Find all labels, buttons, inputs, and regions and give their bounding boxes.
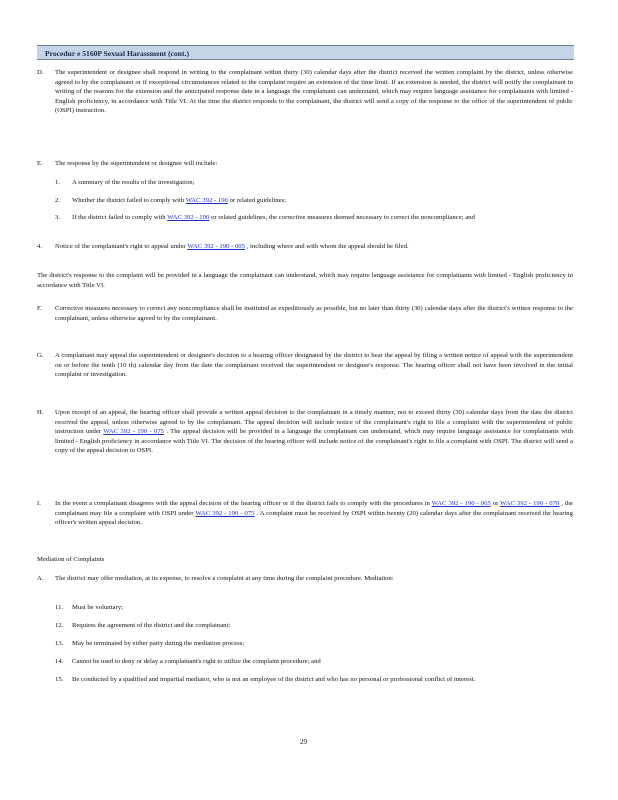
wac-link[interactable]: WAC 392 - 190 [185,197,228,204]
paragraph-i: In the event a complainant disagrees with the appeal decision of the hearing officer or if the district fails to comply with the procedures in WAC 392 - 190 - 065 or WAC 392 - 190 - 070 , the complainant may file a complaint with OSPI under WAC 392 - 190 - 075 . A complaint must be received by OSPI within twenty (20) calendar days after the complainant received the hearing officer's written appeal decision. [55,500,573,527]
paragraph-e: The response by the superintendent or designee will include: [55,160,218,167]
list-number: 2. [55,197,61,204]
item-label-d: D. [37,69,44,76]
list-number: 13. [55,640,64,647]
response-language-note: The district's response to the complaint will be provided in a language the complainant can understand, which may require language assistance for complainants with limited - English proficiency in accordance with Title VI. [37,272,573,289]
list-number: 14. [55,658,64,665]
item-label-f: F. [37,305,42,312]
list-number: 1. [55,179,61,186]
paragraph-d: The superintendent or designee shall respond in writing to the complainant within thirty (30) calendar days after the district received the written complaint by the district, unless otherwise agreed to by the complainant or if exceptional circumstances related to the complaint require an extension of the time limit. If an extension is needed, the district will notify the complainant in writing of the reasons for the extension and the anticipated response date in a language the complainant can understand, which may require language assistance for complainants with limited - English proficiency, in accordance with Title VI. At the time the district responds to the complainant, the district will send a copy of the response to the office of the superintendent of public (OSPI) instruction. [55,69,573,115]
paragraph-mediation-a: The district may offer mediation, at its expense, to resolve a complaint at any time during the complaint procedure. Mediation: [55,575,394,582]
list-item: Be conducted by a qualified and impartial mediator, who is not an employee of the district and who has no personal or professional conflict of interest. [72,676,476,683]
list-number: 4. [37,243,43,250]
wac-link[interactable]: WAC 392 - 190 - 075 [195,509,255,517]
wac-link[interactable]: WAC 392 - 190 - 075 [103,428,165,436]
wac-link[interactable]: WAC 392 - 190 [167,214,210,221]
list-item: Whether the district failed to comply with WAC 392 - 190 or related guidelines; [72,197,287,204]
wac-link[interactable]: WAC 392 - 190 - 005 [187,243,245,250]
list-number: 12. [55,622,64,629]
item-label-g: G. [37,352,44,359]
list-number: 3. [55,214,61,221]
list-item: A summary of the results of the investigation; [72,179,195,186]
item-label-a: A. [37,575,44,582]
page-number: 29 [300,738,307,746]
paragraph-f: Corrective measures necessary to correct any noncompliance shall be instituted as expeditiously as possible, but no later than thirty (30) calendar days after the district's written response to the complainant, unless otherwise agreed to by the complainant. [55,305,573,322]
list-item: Requires the agreement of the district and the complainant; [72,622,231,629]
paragraph-g: A complainant may appeal the superintendent or designee's decision to a hearing officer designated by the district to hear the appeal by filing a written notice of appeal with the superintendent on or before the tenth (10 th) calendar day from the date the complainant received the superintendent or designee's response. The hearing officer shall not have been involved in the initial complaint or investigation. [55,352,573,379]
list-item: May be terminated by either party during the mediation process; [72,640,245,647]
list-item: Cannot be used to deny or delay a complainant's right to utilize the complaint procedure; and [72,658,321,665]
list-number: 11. [55,604,64,611]
wac-link[interactable]: WAC 392 - 190 - 070 [500,500,560,507]
item-label-e: E. [37,160,43,167]
section-header [37,45,574,60]
item-label-h: H. [37,409,44,416]
list-item: Must be voluntary; [72,604,123,611]
paragraph-h: Upon receipt of an appeal, the hearing officer shall provide a written appeal decision to the complainant in a timely manner, not to exceed thirty (30) calendar days from the date the district received the appeal, unless otherwise agreed to by the complainant. The appeal decision will include notice of the complainant's right to file a complaint with the superintendent of public instruction under WAC 392 - 190 - 075 . The appeal decision will be provided in a language the complainant can understand, which may require language assistance for complainants with limited - English proficiency in accordance with Title VI. The decision of the hearing officer will include notice of the complainant's right to file a complaint with OSPI. The district will send a copy of the appeal decision to OSPI. [55,409,573,455]
list-item: Notice of the complainant's right to appeal under WAC 392 - 190 - 005 , including where and with whom the appeal should be filed. [55,243,409,250]
wac-link[interactable]: WAC 392 - 190 - 065 [431,500,491,507]
list-item: If the district failed to comply with WAC 392 - 190 or related guidelines, the corrective measures deemed necessary to correct the noncompliance; and [72,214,475,221]
list-number: 15. [55,676,64,683]
item-label-i: I. [37,500,41,507]
mediation-heading: Mediation of Complaints [37,556,105,563]
section-title: Procedur e 5160P Sexual Harassment (cont.) [45,49,189,58]
